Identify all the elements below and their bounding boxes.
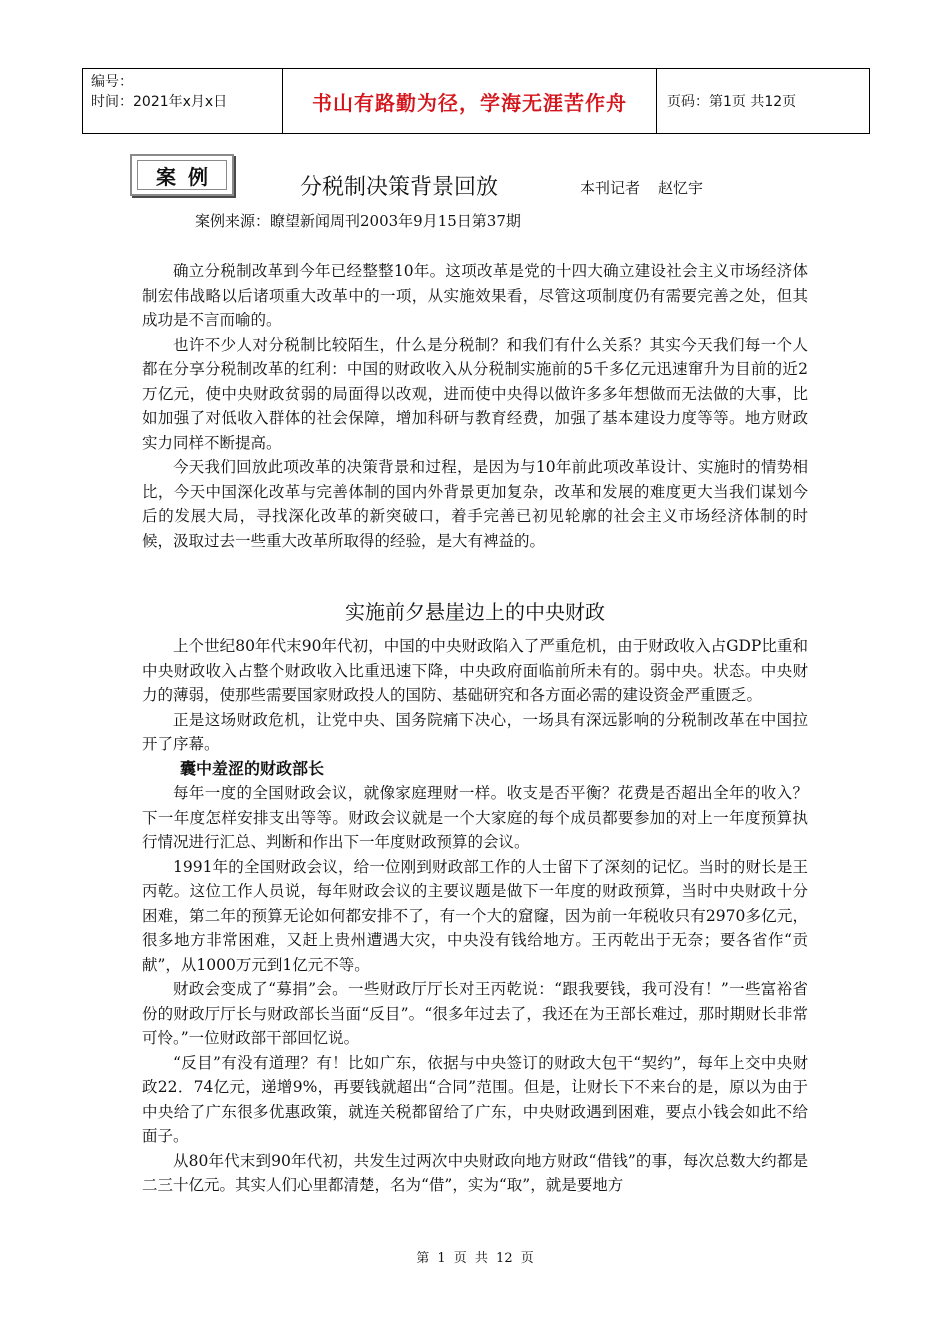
header-meta-cell: [83, 69, 283, 133]
page-footer: 第 1 页 共 12 页: [416, 1251, 534, 1266]
article-byline: [580, 177, 703, 198]
header-motto-cell: [283, 69, 657, 133]
document-date: 时间：2021年x月x日: [91, 94, 228, 110]
paragraph: 正是这场财政危机，让党中央、国务院痛下决心，一场具有深远影响的分税制改革在中国拉开了序幕。: [142, 710, 808, 753]
paragraph: 今天我们回放此项改革的决策背景和过程，是因为与10年前此项改革设计、实施时的情势相比，今天中国深化改革与完善体制的国内外背景更加复杂，改革和发展的难度更大当我们谋划今后的发展大局，寻找深化改革的新突破口，着手完善已初见轮廓的社会主义市场经济体制的时候，汲取过去一些重大改革所取得的经验，是大有裨益的。: [142, 458, 808, 550]
paragraph: 财政会变成了“募捐”会。一些财政厅厅长对王丙乾说：“跟我要钱，我可没有！”一些富裕省份的财政厅厅长与财政部长当面“反目”。“很多年过去了，我还在为王部长难过，那时期财长非常可怜。”一位财政部干部回忆说。: [142, 980, 808, 1047]
case-label-box: [130, 154, 234, 196]
document-number: 编号：: [91, 74, 133, 90]
header-page-number: 页码：第1页 共12页: [667, 94, 797, 110]
paragraph: 每年一度的全国财政会议，就像家庭理财一样。收支是否平衡？花费是否超出全年的收入？下一年度怎样安排支出等等。财政会议就是一个大家庭的每个成员都要参加的对上一年度预算执行情况进行汇总、判断和作出下一年度财政预算的会议。: [142, 784, 808, 851]
subheading: 囊中羞涩的财政部长: [180, 758, 325, 778]
paragraph: 上个世纪80年代末90年代初，中国的中央财政陷入了严重危机，由于财政收入占GDP比重和中央财政收入占整个财政收入比重迅速下降，中央政府面临前所未有的。弱中央。状态。中央财力的薄弱，使那些需要国家财政投人的国防、基础研究和各方面必需的建设资金严重匮乏。: [142, 637, 808, 704]
paragraph: “反目”有没有道理？有！比如广东，依据与中央签订的财政大包干“契约”，每年上交中央财政22．74亿元，递增9%，再要钱就超出“合同”范围。但是，让财长下不来台的是，原以为由于中央给了广东很多优惠政策，就连关税都留给了广东，中央财政遇到困难，要点小钱会如此不给面子。: [142, 1053, 808, 1145]
case-label: 案例: [137, 160, 227, 190]
main-section: [142, 634, 808, 1198]
article-title: 分税制决策背景回放: [300, 175, 499, 200]
page-header-table: [82, 68, 870, 134]
paragraph: 也许不少人对分税制比较陌生，什么是分税制？和我们有什么关系？其实今天我们每一个人都在分享分税制改革的红利：中国的财政收入从分税制实施前的5千多亿元迅速窜升为目前的近2万亿元，使中央财政贫弱的局面得以改观，进而使中央得以做许多多年想做而无法做的大事，比如加强了对低收入群体的社会保障，增加科研与教育经费，加强了基本建设力度等等。地方财政实力同样不断提高。: [142, 335, 808, 452]
section-heading: 实施前夕悬崖边上的中央财政: [345, 600, 605, 624]
paragraph: 1991年的全国财政会议，给一位刚到财政部工作的人士留下了深刻的记忆。当时的财长是王丙乾。这位工作人员说，每年财政会议的主要议题是做下一年度的财政预算，当时中央财政十分困难，第二年的预算无论如何都安排不了，有一个大的窟窿，因为前一年税收只有2970多亿元，很多地方非常困难，又赶上贵州遭遇大灾，中央没有钱给地方。王丙乾出于无奈；要各省作“贡献”，从1000万元到1亿元不等。: [142, 857, 808, 974]
byline-role: 本刊记者: [580, 179, 641, 197]
paragraph: 从80年代末到90年代初，共发生过两次中央财政向地方财政“借钱”的事，每次总数大约都是二三十亿元。其实人们心里都清楚，名为“借”，实为“取”，就是要地方: [142, 1151, 808, 1194]
header-page-cell: [657, 69, 869, 133]
intro-section: [142, 259, 808, 553]
byline-author: 赵忆宇: [658, 179, 704, 197]
header-motto: 书山有路勤为径，学海无涯苦作舟: [312, 90, 627, 115]
article-source: 案例来源：瞭望新闻周刊2003年9月15日第37期: [195, 212, 521, 230]
paragraph: 确立分税制改革到今年已经整整10年。这项改革是党的十四大确立建设社会主义市场经济体制宏伟战略以后诸项重大改革中的一项，从实施效果看，尽管这项制度仍有需要完善之处，但其成功是不言而喻的。: [142, 262, 808, 329]
